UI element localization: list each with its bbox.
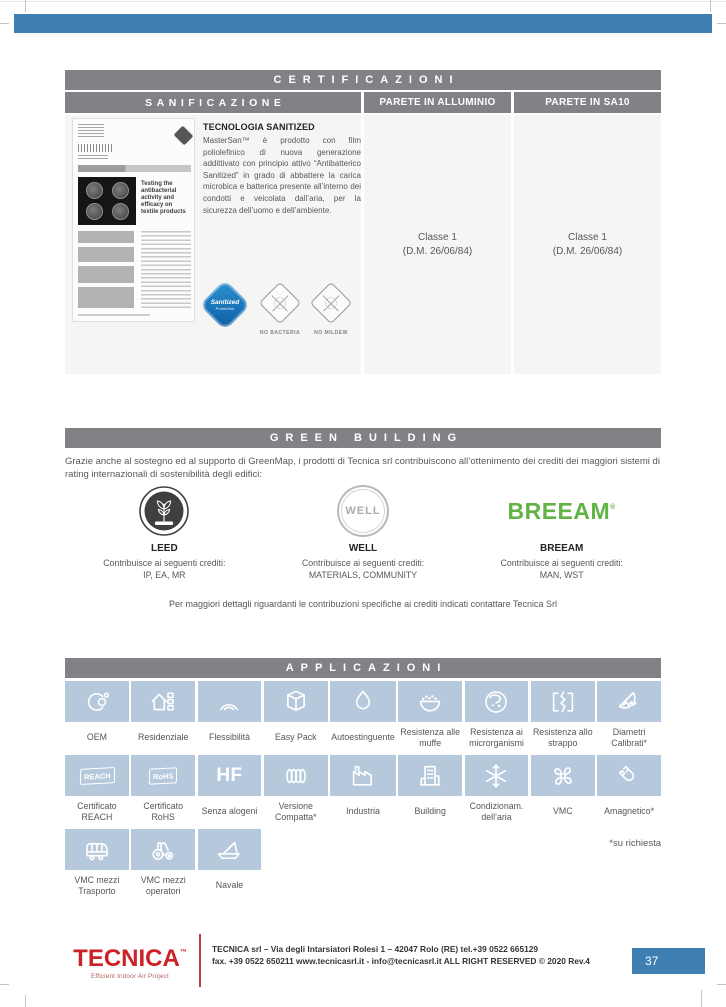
tecnica-logo-mark: ™ <box>179 949 187 956</box>
document-footer-line <box>78 314 150 316</box>
footer-divider <box>199 934 201 987</box>
footer-address <box>212 944 622 967</box>
top-accent-bar <box>14 14 712 33</box>
reach-badge-icon: REACH <box>65 755 129 796</box>
column-header-parete-sa10: PARETE IN SA10 <box>514 92 661 113</box>
document-text-lines <box>141 231 191 309</box>
application-label: Autoestinguente <box>330 722 396 753</box>
footer-address-line2: fax. +39 0522 650211 www.tecnicasrl.it - info@tecnicasrl.it ALL RIGHT RESERVED © 2020 Rev.4 <box>212 955 590 966</box>
well-logo-icon <box>337 485 389 537</box>
petri-dish <box>86 182 103 199</box>
air-conditioning-icon <box>465 755 529 796</box>
petri-dish <box>86 203 103 220</box>
application-label: VMC mezzi operatori <box>131 870 195 901</box>
application-item <box>65 755 129 827</box>
application-label: Senza alogeni <box>198 796 262 827</box>
well-column <box>264 484 463 581</box>
sanitized-heading: TECNOLOGIA SANITIZED <box>203 122 315 132</box>
magnet-icon <box>597 755 661 796</box>
crop-mark <box>25 995 26 1007</box>
applications-grid <box>65 681 661 903</box>
certifications-table-body <box>65 115 661 374</box>
green-building-note: Per maggiori dettagli riguardanti le contribuzioni specifiche ai crediti indicati contattare Tecnica Srl <box>168 599 558 609</box>
sanitized-protection-badge <box>200 280 251 331</box>
applications-footnote: *su richiesta <box>609 838 661 849</box>
no-mildew-label: NO MILDEW <box>314 330 348 336</box>
application-item <box>398 755 462 827</box>
classe-line2: (D.M. 26/06/84) <box>552 245 623 257</box>
sanitized-stamp-icon <box>173 125 194 146</box>
crop-mark <box>717 984 726 985</box>
rating-logos-row <box>65 484 661 581</box>
vmc-fan-icon <box>531 755 595 796</box>
column-header-sanificazione: SANIFICAZIONE <box>65 92 361 113</box>
certificate-document-image <box>72 118 195 322</box>
document-title-strip <box>78 165 191 172</box>
calibrated-diameters-icon <box>597 681 661 722</box>
parete-sa10-cell <box>514 115 661 374</box>
sanitized-body-text: MasterSan™ è prodotto con film poliolefinico di nuova generazione addittivato con principio attivo “Antibatterico Sanitized” in grado di abbattere la carica microbica e batterica presente all’interno dei condotti e veicolata dall’aria, per la sicurezza dell’uomo e dell’ambiente. <box>203 136 361 215</box>
crop-mark <box>25 0 26 12</box>
petri-dish <box>112 182 129 199</box>
document-address-lines <box>78 124 104 139</box>
rohs-badge-icon: RoHS <box>131 755 195 796</box>
sanitized-badge-sub: Protection <box>215 307 235 311</box>
application-label: Resistenza alle muffe <box>398 722 462 753</box>
breeam-name: BREEAM <box>540 543 584 554</box>
application-label: VMC mezzi Trasporto <box>65 870 129 901</box>
application-item <box>330 681 396 753</box>
page-top-edge <box>0 1 726 2</box>
application-item <box>531 755 595 827</box>
well-credits-intro: Contribuisce ai seguenti crediti: <box>301 558 425 568</box>
residential-icon <box>131 681 195 722</box>
vmc-operators-icon <box>131 829 195 870</box>
applications-title-bar: APPLICAZIONI <box>65 658 661 678</box>
halogen-free-icon: HF <box>198 755 262 796</box>
breeam-credits-intro: Contribuisce ai seguenti crediti: <box>500 558 623 568</box>
naval-icon <box>198 829 262 870</box>
application-item <box>330 755 396 827</box>
sanification-cell <box>65 115 361 374</box>
application-label: VMC <box>531 796 595 827</box>
tecnica-logo-text: TECNICA <box>73 945 180 972</box>
document-title: Testing the antibacterial activity and efficacy on textile products <box>141 181 186 215</box>
application-label: Industria <box>330 796 396 827</box>
well-name: WELL <box>348 543 378 554</box>
application-item <box>597 755 661 827</box>
application-label: Versione Compatta* <box>264 796 328 827</box>
application-item <box>65 681 129 753</box>
application-label: Condizionam. dell’aria <box>465 796 529 827</box>
application-label: Residenziale <box>131 722 195 753</box>
no-bacteria-icon <box>259 282 301 324</box>
green-building-intro: Grazie anche al sostegno ed al supporto di GreenMap, i prodotti di Tecnica srl contribuiscono all’ottenimento dei crediti dei maggiori sistemi di rating internazionali di sostenibilità degli edifici: <box>65 456 660 480</box>
crop-mark <box>701 990 702 1007</box>
application-item <box>398 681 462 753</box>
application-item <box>465 755 529 827</box>
crop-mark <box>710 0 711 12</box>
crop-mark <box>717 23 726 24</box>
column-header-parete-alluminio: PARETE IN ALLUMINIO <box>364 92 511 113</box>
classe-line2: (D.M. 26/06/84) <box>402 245 473 257</box>
breeam-column <box>462 484 661 581</box>
sanitized-description <box>203 122 361 216</box>
tear-resistance-icon <box>531 681 595 722</box>
page-number-badge: 37 <box>632 948 705 974</box>
green-building-title-bar: GREEN BUILDING <box>65 428 661 448</box>
breeam-logo-icon <box>508 498 616 525</box>
leed-logo-icon <box>138 485 190 537</box>
application-label: Easy Pack <box>264 722 328 753</box>
compact-coil-icon <box>264 755 328 796</box>
breeam-logo-mark: ® <box>610 503 616 511</box>
application-label: Building <box>398 796 462 827</box>
oem-icon <box>65 681 129 722</box>
leed-column <box>65 484 264 581</box>
application-item <box>531 681 595 753</box>
tecnica-logo <box>68 941 192 980</box>
mold-resistance-icon <box>398 681 462 722</box>
vmc-transport-icon <box>65 829 129 870</box>
well-logo-text: WELL <box>345 505 381 517</box>
document-address-lines <box>78 155 108 161</box>
easy-pack-icon <box>264 681 328 722</box>
classe-line1: Classe 1 <box>568 231 607 243</box>
petri-dish-photo <box>78 177 136 225</box>
classe-line1: Classe 1 <box>418 231 457 243</box>
microorganism-resistance-icon <box>465 681 529 722</box>
leed-name: LEED <box>151 543 178 554</box>
no-mildew-icon <box>310 282 352 324</box>
petri-dish <box>112 203 129 220</box>
crop-mark <box>0 23 9 24</box>
crop-mark <box>0 984 9 985</box>
application-label: OEM <box>65 722 129 753</box>
certifications-column-headers <box>65 92 661 113</box>
application-label: Diametri Calibrati* <box>597 722 661 753</box>
building-icon <box>398 755 462 796</box>
application-item <box>131 755 195 827</box>
application-item <box>597 681 661 753</box>
self-extinguishing-icon <box>330 681 396 722</box>
application-item <box>264 681 328 753</box>
application-label: Amagnetico* <box>597 796 661 827</box>
application-label: Certificato REACH <box>65 796 129 827</box>
application-label: Certificato RoHS <box>131 796 195 827</box>
flexibility-icon <box>198 681 262 722</box>
sanitized-badge-brand: Sanitized <box>210 299 240 306</box>
application-label: Resistenza allo strappo <box>531 722 595 753</box>
breeam-logo-text: BREEAM <box>507 497 611 524</box>
leed-credits: IP, EA, MR <box>143 569 186 580</box>
application-label: Flessibilità <box>198 722 262 753</box>
application-item <box>264 755 328 827</box>
parete-alluminio-cell <box>364 115 511 374</box>
leed-credits-intro: Contribuisce ai seguenti crediti: <box>103 558 226 568</box>
breeam-credits: MAN, WST <box>539 569 584 580</box>
tecnica-tagline: Efficient Indoor Air Project <box>91 973 169 980</box>
document-barcode <box>78 144 112 152</box>
application-item <box>198 681 262 753</box>
industry-icon <box>330 755 396 796</box>
well-credits: MATERIALS, COMMUNITY <box>308 569 418 580</box>
document-text-blocks <box>78 231 134 312</box>
application-label: Resistenza ai microrganismi <box>465 722 529 753</box>
no-bacteria-label: NO BACTERIA <box>259 330 301 336</box>
footer-address-line1: TECNICA srl – Via degli Intarsiatori Rolesi 1 – 42047 Rolo (RE) tel.+39 0522 665129 <box>212 944 539 954</box>
application-item <box>465 681 529 753</box>
application-item <box>198 755 262 827</box>
application-item <box>131 681 195 753</box>
certifications-title-bar: CERTIFICAZIONI <box>65 70 661 90</box>
application-label: Navale <box>198 870 262 901</box>
